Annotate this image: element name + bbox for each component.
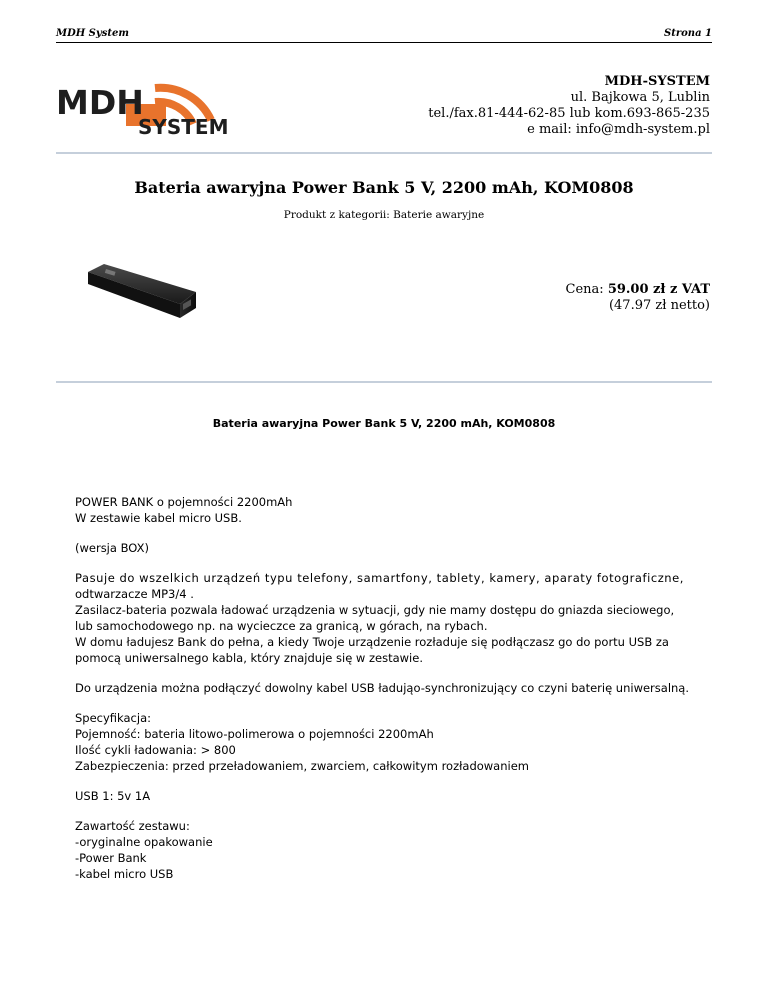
desc-line: Do urządzenia można podłączyć dowolny kabel USB ładująo-synchronizujący co czyni baterię uniwersalną. [75, 681, 690, 695]
company-info [428, 74, 710, 138]
desc-line: (wersja BOX) [75, 541, 149, 555]
desc-line: Zawartość zestawu: [75, 819, 190, 833]
desc-paragraph-usage [75, 570, 695, 666]
header-company: MDH System [56, 28, 129, 39]
company-address: ul. Bajkowa 5, Lublin [570, 90, 710, 105]
desc-line: Ilość cykli ładowania: > 800 [75, 743, 236, 757]
desc-line: W domu ładujesz Bank do pełna, a kiedy Twoje urządzenie rozładuje się podłączasz go do portu USB za [75, 635, 669, 649]
company-name: MDH-SYSTEM [604, 74, 710, 89]
desc-paragraph-intro [75, 494, 695, 526]
desc-line: USB 1: 5v 1A [75, 789, 151, 803]
separator-top [56, 152, 712, 154]
company-phone: tel./fax.81-444-62-85 lub kom.693-865-235 [428, 106, 710, 121]
price-block [566, 282, 710, 314]
desc-line: Pojemność: bateria litowo-polimerowa o pojemności 2200mAh [75, 727, 434, 741]
desc-paragraph-version [75, 540, 695, 556]
desc-paragraph-contents [75, 818, 695, 882]
product-category: Produkt z kategorii: Baterie awaryjne [283, 209, 485, 221]
desc-paragraph-usb [75, 788, 695, 804]
company-logo [56, 80, 268, 136]
desc-line: Specyfikacja: [75, 711, 151, 725]
desc-line: W zestawie kabel micro USB. [75, 511, 242, 525]
desc-line: -Power Bank [75, 851, 147, 865]
company-email: e mail: info@mdh-system.pl [527, 122, 710, 137]
separator-bottom [56, 381, 712, 383]
desc-paragraph-compat [75, 680, 695, 696]
desc-line: POWER BANK o pojemności 2200mAh [75, 495, 293, 509]
desc-line: Zabezpieczenia: przed przeładowaniem, zwarciem, całkowitym rozładowaniem [75, 759, 529, 773]
product-title: Bateria awaryjna Power Bank 5 V, 2200 mAh, KOM0808 [134, 178, 634, 197]
logo-text-system: SYSTEM [138, 115, 229, 136]
page-header [56, 28, 712, 42]
product-description [75, 494, 695, 896]
desc-line: Zasilacz-bateria pozwala ładować urządzenia w sytuacji, gdy nie mamy dostępu do gniazda sieciowego, [75, 603, 675, 617]
power-bank-image [80, 258, 208, 330]
desc-line: Pasuje do wszelkich urządzeń typu telefony, samartfony, tablety, kamery, aparaty fotograficzne, [75, 571, 684, 585]
desc-line: pomocą uniwersalnego kabla, który znajduje się w zestawie. [75, 651, 423, 665]
desc-line: lub samochodowego np. na wycieczce za granicą, w górach, na rybach. [75, 619, 488, 633]
desc-line: -kabel micro USB [75, 867, 174, 881]
desc-paragraph-spec [75, 710, 695, 774]
price-value: 59.00 zł z VAT [607, 282, 710, 297]
desc-line: odtwarzacze MP3/4 . [75, 587, 194, 601]
desc-line: -oryginalne opakowanie [75, 835, 213, 849]
header-divider [56, 42, 712, 43]
description-heading: Bateria awaryjna Power Bank 5 V, 2200 mAh, KOM0808 [212, 417, 556, 430]
price-label: Cena: [565, 282, 604, 297]
price-net: (47.97 zł netto) [608, 298, 710, 313]
header-page-number: Strona 1 [664, 28, 712, 39]
logo-text-mdh: MDH [56, 83, 144, 122]
